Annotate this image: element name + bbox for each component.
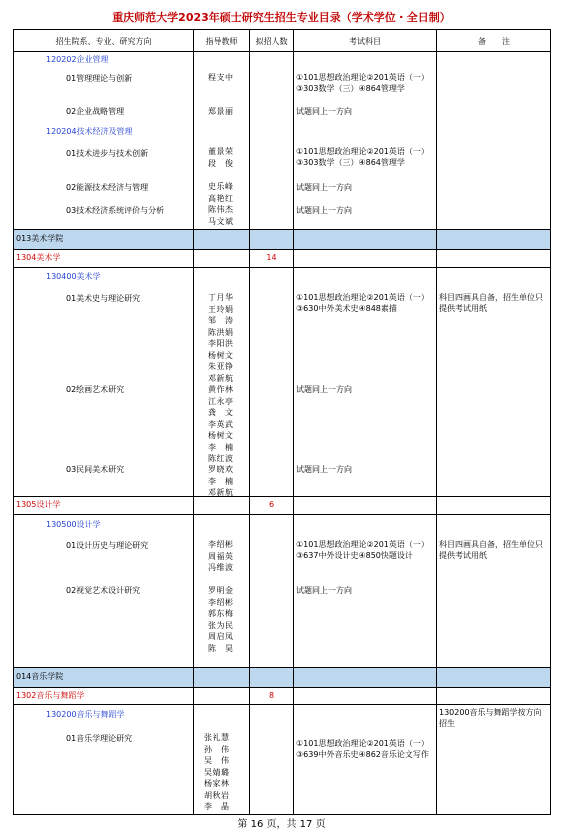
code-130500: 130500设计学 [46, 520, 101, 529]
college-014-label: 014音乐学院 [16, 672, 64, 681]
major-1302-quota: 8 [268, 691, 275, 700]
college-band-014 [14, 667, 550, 687]
direction-name: 02企业战略管理 [66, 107, 125, 116]
remark: 科目四画具自备，招生单位只提供考试用纸 [439, 293, 543, 313]
major-1304-quota: 14 [266, 253, 277, 262]
direction-name: 02绘画艺术研究 [66, 385, 125, 394]
supervisor-list: 罗明金 李绍彬 郭东梅 张为民 周启凤 陈 昊 [208, 586, 234, 653]
code-120202: 120202企业管理 [46, 55, 109, 64]
major-1302-label: 1302音乐与舞蹈学 [16, 691, 85, 700]
row-divider [14, 496, 550, 497]
major-1304-label: 1304美术学 [16, 253, 61, 262]
exam-subjects: ①101思想政治理论②201英语（一）③303数学（三）④864管理学 [296, 73, 429, 93]
exam-subjects: 试题同上一方向 [296, 183, 352, 192]
supervisor-list: 程支中 [208, 73, 234, 82]
remark: 科目四画具自备，招生单位只提供考试用纸 [439, 540, 543, 560]
page-footer: 第 16 页，共 17 页 [237, 819, 326, 830]
exam-subjects: 试题同上一方向 [296, 385, 352, 394]
row-divider [14, 51, 550, 52]
code-120204: 120204技术经济及管理 [46, 127, 133, 136]
supervisor-list: 史乐峰 高艳红 [208, 182, 234, 203]
exam-subjects: 试题同上一方向 [296, 107, 352, 116]
row-divider [14, 704, 550, 705]
supervisor-list: 董景荣 段 俊 [208, 147, 234, 168]
code-130400: 130400美术学 [46, 272, 101, 281]
direction-name: 03民间美术研究 [66, 465, 125, 474]
supervisor-list: 罗晓欢 李 楠 邓新航 [208, 465, 234, 497]
supervisor-list: 丁月华 王玲娟 邹 涛 陈洪娟 李阳洪 杨树文 朱亚铮 邓新航 [208, 293, 234, 383]
supervisor-list: 张礼慧 孙 伟 吴 伟 吴婧璐 杨家林 胡秋岩 李 晶 [204, 733, 230, 811]
direction-name: 01技术进步与技术创新 [66, 149, 149, 158]
exam-subjects: 试题同上一方向 [296, 465, 352, 474]
major-1305-label: 1305设计学 [16, 500, 61, 509]
catalog-table [13, 29, 551, 815]
row-divider [14, 267, 550, 268]
exam-subjects: ①101思想政治理论②201英语（一）③637中外设计史④850快题设计 [296, 540, 429, 560]
direction-name: 02视觉艺术设计研究 [66, 586, 141, 595]
row-divider [14, 249, 550, 250]
remark: 130200音乐与舞蹈学按方向招生 [439, 708, 542, 728]
header-subjects: 考试科目 [349, 37, 381, 46]
supervisor-list: 陈伟杰 马文斌 [208, 205, 234, 226]
college-013-label: 013美术学院 [16, 234, 64, 243]
supervisor-list: 黄作林 江永亭 龚 文 李英武 杨树文 李 楠 陈红波 [208, 385, 234, 463]
direction-name: 02能源技术经济与管理 [66, 183, 149, 192]
header-supervisor: 指导教师 [205, 37, 238, 46]
row-divider [14, 687, 550, 688]
row-divider [14, 667, 550, 668]
direction-name: 01美术史与理论研究 [66, 294, 141, 303]
direction-name: 01设计历史与理论研究 [66, 541, 149, 550]
direction-name: 01管理理论与创新 [66, 74, 133, 83]
supervisor-list: 李绍彬 周福英 冯维波 [208, 540, 234, 572]
exam-subjects: 试题同上一方向 [296, 206, 352, 215]
direction-name: 01音乐学理论研究 [66, 734, 133, 743]
row-divider [14, 229, 550, 230]
row-divider [14, 514, 550, 515]
exam-subjects: ①101思想政治理论②201英语（一）③630中外美术史④848素描 [296, 293, 429, 313]
col-divider [436, 30, 437, 814]
exam-subjects: ①101思想政治理论②201英语（一）③639中外音乐史④862音乐论文写作 [296, 739, 429, 759]
exam-subjects: ①101思想政治理论②201英语（一）③303数学（三）④864管理学 [296, 147, 429, 167]
page-title: 重庆师范大学2023年硕士研究生招生专业目录（学术学位・全日制） [112, 11, 451, 24]
direction-name: 03技术经济系统评价与分析 [66, 206, 165, 215]
col-divider [293, 30, 294, 814]
header-remarks: 备 注 [478, 37, 510, 46]
supervisor-list: 郑景丽 [208, 107, 234, 116]
college-band-013 [14, 229, 550, 249]
col-divider [193, 30, 194, 814]
header-direction: 招生院系、专业、研究方向 [55, 37, 152, 46]
code-130200: 130200音乐与舞蹈学 [46, 710, 125, 719]
exam-subjects: 试题同上一方向 [296, 586, 352, 595]
major-1305-quota: 6 [268, 500, 275, 509]
header-quota: 拟招人数 [255, 37, 288, 46]
